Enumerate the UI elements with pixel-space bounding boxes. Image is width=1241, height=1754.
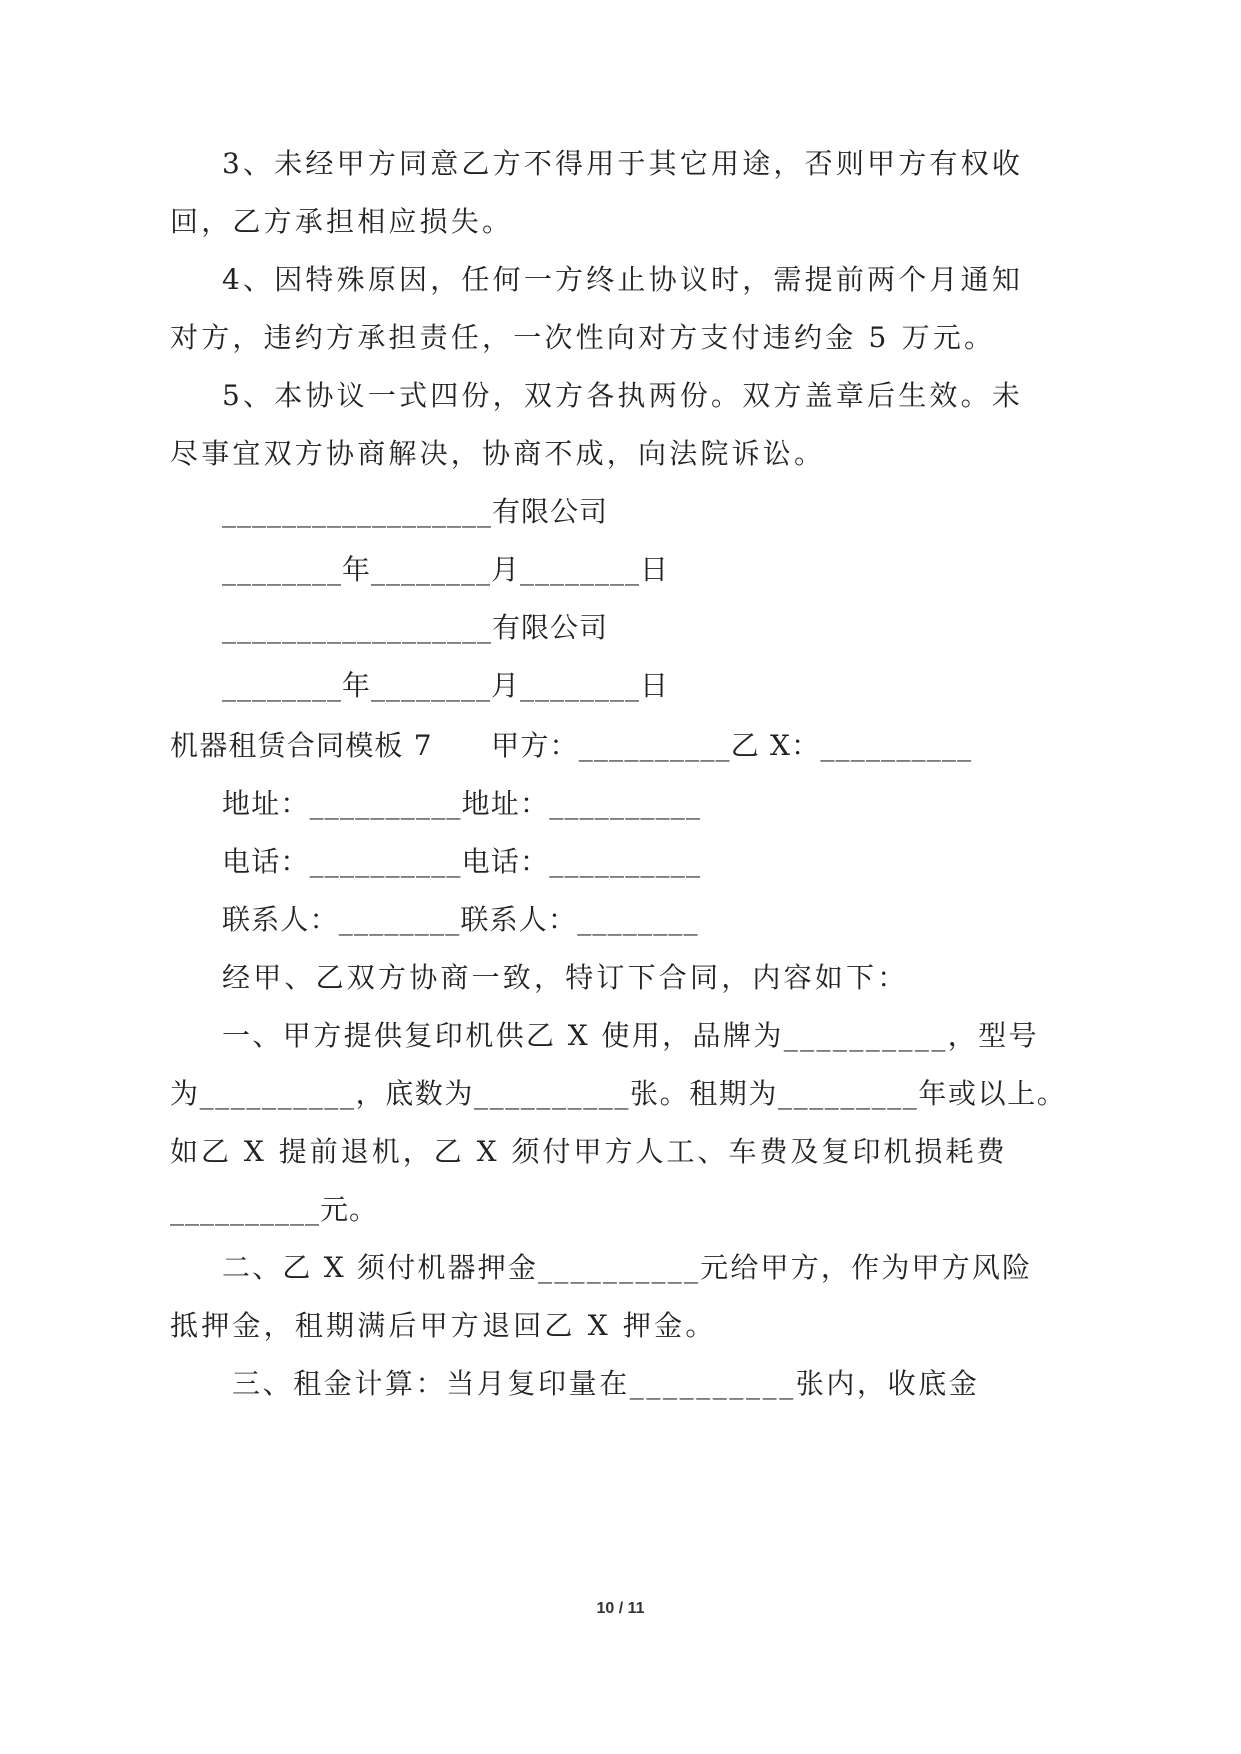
address-line: 地址：__________地址：__________ <box>222 787 702 820</box>
paragraph-line: 三、租金计算：当月复印量在__________张内，收底金 <box>232 1367 980 1400</box>
paragraph-line: 二、乙 X 须付机器押金__________元给甲方，作为甲方风险 <box>222 1251 1033 1284</box>
contract-title-line: 机器租赁合同模板 7 甲方：__________乙 X：__________ <box>170 729 973 762</box>
page-number: 10 / 11 <box>596 1600 645 1617</box>
phone-line: 电话：__________电话：__________ <box>222 845 702 878</box>
paragraph-line: 为__________，底数为__________张。租期为_________年或以上。 <box>170 1077 1067 1110</box>
signature-company-line: __________________有限公司 <box>222 611 609 644</box>
paragraph-line: 一、甲方提供复印机供乙 X 使用，品牌为__________，型号 <box>222 1019 1039 1052</box>
contact-line: 联系人：________联系人：________ <box>222 903 699 936</box>
paragraph-line: 5、本协议一式四份，双方各执两份。双方盖章后生效。未 <box>222 379 1024 412</box>
paragraph-line: 如乙 X 提前退机，乙 X 须付甲方人工、车费及复印机损耗费 <box>170 1135 1008 1168</box>
signature-date-line: ________年________月________日 <box>222 669 670 702</box>
paragraph-line: 尽事宜双方协商解决，协商不成，向法院诉讼。 <box>170 437 826 470</box>
paragraph-line: 经甲、乙双方协商一致，特订下合同，内容如下： <box>222 961 909 994</box>
paragraph-line: 4、因特殊原因，任何一方终止协议时，需提前两个月通知 <box>222 263 1024 296</box>
paragraph-line: __________元。 <box>170 1193 379 1226</box>
paragraph-line: 3、未经甲方同意乙方不得用于其它用途，否则甲方有权收 <box>222 147 1024 180</box>
signature-date-line: ________年________月________日 <box>222 553 670 586</box>
signature-company-line: __________________有限公司 <box>222 495 609 528</box>
paragraph-line: 抵押金，租期满后甲方退回乙 X 押金。 <box>170 1309 717 1342</box>
paragraph-line: 回，乙方承担相应损失。 <box>170 205 514 238</box>
paragraph-line: 对方，违约方承担责任，一次性向对方支付违约金 5 万元。 <box>170 321 996 354</box>
